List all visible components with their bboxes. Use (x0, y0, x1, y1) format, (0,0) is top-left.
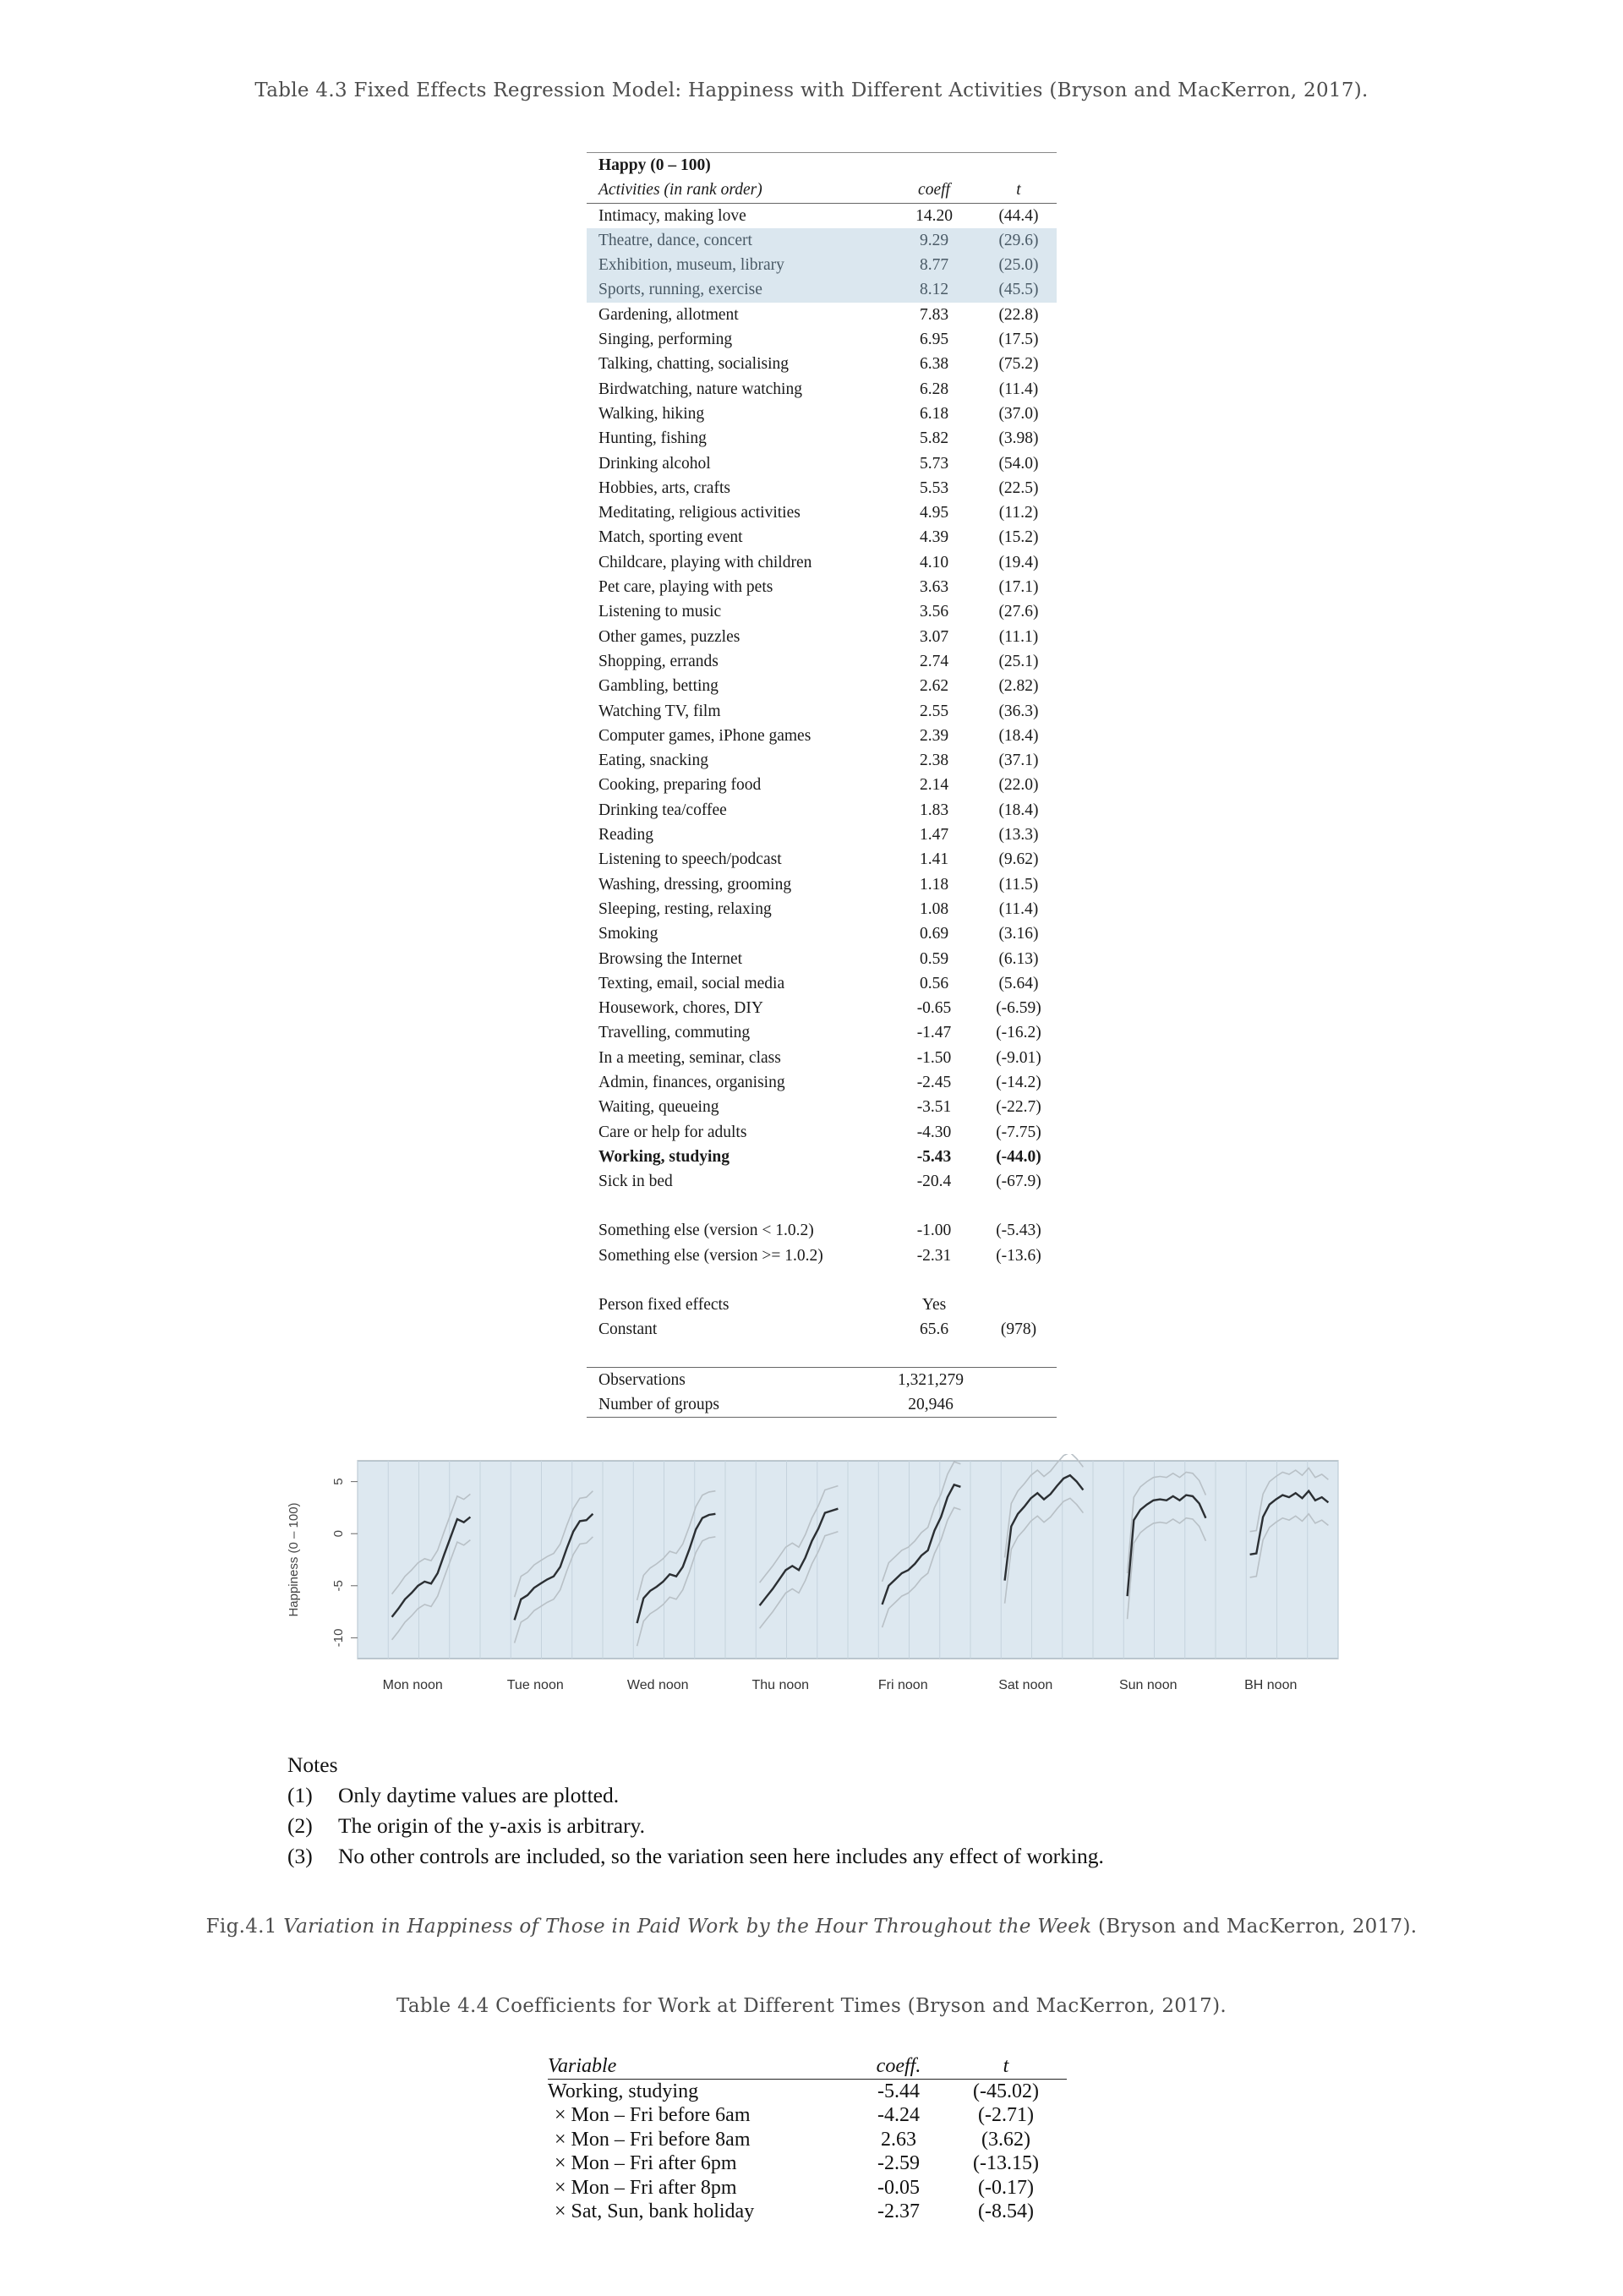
table-row (587, 798, 1057, 823)
coeff-value: 6.28 (919, 380, 949, 398)
activity-label: Drinking alcohol (598, 454, 711, 473)
activity-label: Number of groups (587, 1392, 888, 1418)
activity-label: Texting, email, social media (598, 974, 785, 992)
note-text: No other controls are included, so the variation seen here includes any effect of working. (338, 1844, 1104, 1868)
coeff-value: -0.05 (877, 2176, 920, 2199)
t-value (984, 1392, 1057, 1418)
activity-label: Washing, dressing, grooming (598, 875, 792, 894)
coeff-value: 2.74 (919, 652, 949, 670)
coeff-value: 7.83 (919, 305, 949, 324)
t-value: (22.8) (998, 305, 1039, 324)
coeff-value: 6.95 (919, 331, 949, 349)
t-value: (-2.71) (978, 2104, 1034, 2126)
observations-row (587, 1367, 1057, 1392)
t-value: (6.13) (998, 949, 1039, 968)
t-value: (11.5) (998, 875, 1039, 894)
x-tick-label: Sat noon (998, 1678, 1053, 1692)
activity-label: Something else (version >= 1.0.2) (598, 1246, 823, 1265)
table-row (587, 476, 1057, 500)
t-value: (-22.7) (996, 1098, 1041, 1117)
coeff-value: 0.69 (919, 925, 949, 943)
table-row (548, 2151, 1067, 2176)
coeff-value: 2.62 (919, 677, 949, 696)
x-tick-label: Fri noon (877, 1678, 928, 1692)
t-value: (25.0) (984, 253, 1057, 277)
t-value: (-44.0) (996, 1147, 1041, 1166)
activity-label: Travelling, commuting (598, 1024, 751, 1042)
table-row (587, 996, 1057, 1020)
t-value: (-9.01) (996, 1048, 1041, 1067)
coeff-value: -1.50 (916, 1048, 952, 1067)
activity-label: Theatre, dance, concert (587, 228, 888, 253)
figure-title: Variation in Happiness of Those in Paid Work by the Hour Throughout the Week (283, 1916, 1092, 1938)
t-value: (3.62) (981, 2128, 1030, 2151)
coeff-value: 4.10 (919, 553, 949, 571)
table-header-row (548, 2054, 1067, 2079)
table-row (587, 599, 1057, 624)
variable-label: × Mon – Fri before 6am (555, 2104, 751, 2126)
table-row (587, 1095, 1057, 1119)
table-row (587, 947, 1057, 971)
figure-prefix: Fig.4.1 (205, 1916, 284, 1938)
x-tick-label: Sun noon (1118, 1678, 1178, 1692)
table-row (587, 228, 1057, 253)
coeff-value: 1.18 (919, 875, 949, 894)
coeff-value: -1.47 (916, 1024, 952, 1042)
variable-label: × Sat, Sun, bank holiday (555, 2200, 755, 2222)
table-row (587, 971, 1057, 996)
note-number: (3) (287, 1844, 313, 1868)
activity-label: Talking, chatting, socialising (598, 355, 790, 374)
t-value: (-7.75) (996, 1123, 1041, 1141)
t-value: (75.2) (998, 355, 1039, 374)
header-t: t (945, 2054, 1067, 2079)
coeff-value: 5.53 (919, 478, 949, 497)
table-row (587, 897, 1057, 921)
coeff-value: 0.59 (919, 949, 949, 968)
coeff-value: -2.37 (877, 2200, 920, 2222)
table-row (587, 823, 1057, 847)
table-4-4 (548, 2054, 1067, 2224)
activity-label: Singing, performing (598, 331, 733, 349)
t-value: (9.62) (998, 850, 1039, 869)
fixed-effects-row (587, 1293, 1057, 1317)
y-tick-label: 5 (331, 1478, 346, 1485)
coeff-value: 14.20 (915, 206, 953, 225)
coeff-value: 1.08 (919, 899, 949, 918)
activity-label: Sports, running, exercise (587, 277, 888, 302)
coeff-value: 1.47 (919, 826, 949, 845)
table-title: Happy (0 – 100) (587, 153, 888, 178)
header-coeff: coeff. (852, 2054, 945, 2079)
t-value: (-13.15) (973, 2152, 1039, 2174)
coeff-value: 2.14 (919, 776, 949, 795)
table-row (587, 525, 1057, 549)
coeff-value: 8.77 (888, 253, 984, 277)
table-row (587, 327, 1057, 352)
table-row (587, 872, 1057, 897)
table-row (587, 253, 1057, 277)
table-subhead-row (587, 178, 1057, 203)
t-value: (-0.17) (978, 2176, 1034, 2199)
activity-label: Watching TV, film (598, 702, 721, 720)
activity-label: Observations (587, 1367, 888, 1392)
coeff-value: 2.63 (881, 2128, 916, 2151)
activity-label: Computer games, iPhone games (598, 726, 812, 745)
coeff-value: -4.24 (877, 2104, 920, 2126)
table-row (587, 451, 1057, 476)
groups-row (587, 1392, 1057, 1418)
t-value: (-6.59) (996, 999, 1041, 1018)
activity-label: Meditating, religious activities (598, 504, 801, 522)
variable-label: × Mon – Fri after 6pm (555, 2152, 737, 2174)
table-row (587, 277, 1057, 302)
t-value: (-5.43) (996, 1222, 1041, 1240)
t-value: (2.82) (998, 677, 1039, 696)
table-row (587, 303, 1057, 327)
activity-label: Walking, hiking (598, 404, 705, 423)
coeff-value: 65.6 (919, 1320, 949, 1339)
t-value: (22.5) (998, 478, 1039, 497)
table-row (587, 748, 1057, 773)
t-value: (13.3) (998, 826, 1039, 845)
coeff-value: 9.29 (888, 228, 984, 253)
activity-label: Constant (598, 1320, 658, 1339)
activity-label: Something else (version < 1.0.2) (598, 1222, 814, 1240)
activity-label: Waiting, queueing (598, 1098, 719, 1117)
activity-label: Birdwatching, nature watching (598, 380, 802, 398)
y-axis-label: Happiness (0 – 100) (287, 1502, 301, 1617)
table-row (548, 2103, 1067, 2128)
activity-label: Match, sporting event (598, 528, 743, 547)
activity-label: Reading (598, 826, 653, 845)
table-row (587, 203, 1057, 228)
note-text: The origin of the y-axis is arbitrary. (338, 1813, 646, 1838)
table-row (548, 2128, 1067, 2152)
table-row (587, 674, 1057, 698)
coeff-value: 2.39 (919, 726, 949, 745)
coeff-value: 6.38 (919, 355, 949, 374)
activity-label: Listening to music (598, 603, 722, 621)
y-tick-label: 0 (331, 1530, 346, 1538)
activity-label: Gardening, allotment (598, 305, 739, 324)
t-value: (44.4) (998, 206, 1039, 225)
activity-label: Exhibition, museum, library (587, 253, 888, 277)
table-row (587, 1145, 1057, 1169)
table-row (587, 550, 1057, 575)
t-value: (18.4) (998, 801, 1039, 819)
t-value: (27.6) (998, 603, 1039, 621)
table-row (587, 1218, 1057, 1243)
t-value (984, 1367, 1057, 1392)
table-title-row (587, 153, 1057, 178)
table-row (548, 2176, 1067, 2200)
y-tick-label: -5 (331, 1580, 346, 1592)
x-tick-label: Wed noon (626, 1678, 689, 1692)
activity-label: Sick in bed (598, 1173, 673, 1191)
notes-title: Notes (287, 1752, 338, 1777)
coeff-value: -3.51 (916, 1098, 952, 1117)
figure-4-1-caption (0, 1916, 1623, 1938)
note-item (287, 1811, 1104, 1841)
subhead-t: t (984, 178, 1057, 203)
coeff-value: Yes (921, 1296, 947, 1315)
coeff-value: -2.59 (877, 2152, 920, 2174)
coeff-value: -5.44 (877, 2080, 920, 2102)
constant-row (587, 1317, 1057, 1342)
coeff-value: -0.65 (916, 999, 952, 1018)
t-value: (54.0) (998, 454, 1039, 473)
activity-label: Gambling, betting (598, 677, 719, 696)
coeff-value: 5.73 (919, 454, 949, 473)
activity-label: Housework, chores, DIY (598, 999, 763, 1018)
t-value: (15.2) (998, 528, 1039, 547)
table-row (587, 649, 1057, 674)
t-value: (29.6) (984, 228, 1057, 253)
subhead-coeff: coeff (888, 178, 984, 203)
table-row (548, 2079, 1067, 2103)
table-4-3 (587, 152, 1057, 1418)
activity-label: Care or help for adults (598, 1123, 747, 1141)
coeff-value: -4.30 (916, 1123, 952, 1141)
t-value: (37.0) (998, 404, 1039, 423)
table-row (587, 500, 1057, 525)
activity-label: Listening to speech/podcast (598, 850, 782, 869)
note-number: (2) (287, 1813, 313, 1838)
coeff-value: 2.38 (919, 752, 949, 770)
coeff-value: 1.83 (919, 801, 949, 819)
table-row (587, 699, 1057, 724)
t-value: (3.98) (998, 429, 1039, 448)
table-4-3-caption: Table 4.3 Fixed Effects Regression Model: Happiness with Different Activities (Bryson and MacKerron, 2017). (254, 79, 1369, 101)
spacer-row (587, 1194, 1057, 1218)
t-value: (-13.6) (996, 1246, 1041, 1265)
activity-label: Intimacy, making love (598, 206, 746, 225)
variable-label: × Mon – Fri before 8am (555, 2128, 751, 2151)
table-row (587, 625, 1057, 649)
t-value: (45.5) (984, 277, 1057, 302)
t-value: (18.4) (998, 726, 1039, 745)
t-value (984, 1293, 1057, 1317)
x-tick-label: Tue noon (506, 1678, 564, 1692)
table-row (587, 1244, 1057, 1268)
t-value: (-14.2) (996, 1073, 1041, 1091)
table-row (587, 575, 1057, 599)
table-row (587, 377, 1057, 402)
table-row (587, 402, 1057, 426)
activity-label: Hobbies, arts, crafts (598, 478, 730, 497)
note-text: Only daytime values are plotted. (338, 1783, 620, 1807)
coeff-value: 3.63 (919, 578, 949, 597)
t-value: (3.16) (998, 925, 1039, 943)
t-value: (25.1) (998, 652, 1039, 670)
t-value: (5.64) (998, 974, 1039, 992)
t-value: (-16.2) (996, 1024, 1041, 1042)
activity-label: Childcare, playing with children (598, 553, 812, 571)
notes (287, 1750, 1104, 1872)
note-item (287, 1841, 1104, 1872)
t-value: (-67.9) (996, 1173, 1041, 1191)
coeff-value: 4.95 (919, 504, 949, 522)
t-value: (17.1) (998, 578, 1039, 597)
coeff-value: 1.41 (919, 850, 949, 869)
coeff-value: 4.39 (919, 528, 949, 547)
activity-label: Sleeping, resting, relaxing (598, 899, 772, 918)
subhead-label: Activities (in rank order) (587, 178, 888, 203)
t-value: (11.4) (998, 380, 1039, 398)
table-row (587, 1070, 1057, 1095)
activity-label: Other games, puzzles (598, 627, 740, 646)
coeff-value: 3.56 (919, 603, 949, 621)
t-value: (36.3) (998, 702, 1039, 720)
coeff-value: 20,946 (884, 1392, 981, 1418)
spacer-row (587, 1268, 1057, 1293)
spacer-row (587, 1342, 1057, 1368)
activity-label: Person fixed effects (598, 1296, 730, 1315)
x-tick-label: Thu noon (751, 1678, 810, 1692)
x-tick-label: BH noon (1244, 1678, 1298, 1692)
coeff-value: -20.4 (916, 1173, 952, 1191)
t-value: (-8.54) (978, 2200, 1034, 2222)
coeff-value: 1,321,279 (884, 1367, 981, 1392)
variable-label: × Mon – Fri after 8pm (555, 2176, 737, 2199)
table-row (587, 1020, 1057, 1045)
t-value: (37.1) (998, 752, 1039, 770)
activity-label: Admin, finances, organising (598, 1073, 785, 1091)
table-row (587, 847, 1057, 872)
activity-label: Cooking, preparing food (598, 776, 762, 795)
coeff-value: 5.82 (919, 429, 949, 448)
table-row (587, 921, 1057, 946)
t-value: (17.5) (998, 331, 1039, 349)
t-value: (978) (1000, 1320, 1037, 1339)
t-value: (11.1) (998, 627, 1039, 646)
x-tick-label: Mon noon (382, 1678, 443, 1692)
table-row (587, 1169, 1057, 1194)
t-value: (22.0) (998, 776, 1039, 795)
note-number: (1) (287, 1783, 313, 1807)
table-row (548, 2200, 1067, 2224)
activity-label: Eating, snacking (598, 752, 708, 770)
t-value: (19.4) (998, 553, 1039, 571)
table-row (587, 352, 1057, 376)
table-4-4-caption: Table 4.4 Coefficients for Work at Different Times (Bryson and MacKerron, 2017). (396, 1995, 1227, 2017)
y-tick-label: -10 (331, 1628, 346, 1648)
activity-label: Browsing the Internet (598, 949, 743, 968)
t-value: (11.2) (998, 504, 1039, 522)
variable-label: Working, studying (548, 2080, 699, 2102)
t-value: (11.4) (998, 899, 1039, 918)
activity-label: Pet care, playing with pets (598, 578, 773, 597)
activity-label: Hunting, fishing (598, 429, 707, 448)
activity-label: Smoking (598, 925, 658, 943)
coeff-value: 3.07 (919, 627, 949, 646)
table-row (587, 1120, 1057, 1145)
coeff-value: 2.55 (919, 702, 949, 720)
coeff-value: 8.12 (888, 277, 984, 302)
t-value: (-45.02) (973, 2080, 1039, 2102)
header-variable: Variable (548, 2054, 852, 2079)
coeff-value: 6.18 (919, 404, 949, 423)
coeff-value: -1.00 (916, 1222, 952, 1240)
coeff-value: -5.43 (916, 1147, 952, 1166)
coeff-value: -2.45 (916, 1073, 952, 1091)
note-item (287, 1780, 1104, 1811)
coeff-value: 0.56 (919, 974, 949, 992)
activity-label: Working, studying (598, 1147, 730, 1166)
coeff-value: -2.31 (916, 1246, 952, 1265)
table-row (587, 426, 1057, 451)
table-row (587, 773, 1057, 797)
table-row (587, 724, 1057, 748)
table-row (587, 1046, 1057, 1070)
activity-label: In a meeting, seminar, class (598, 1048, 781, 1067)
activity-label: Drinking tea/coffee (598, 801, 727, 819)
weekly-happiness-chart (279, 1454, 1378, 1708)
activity-label: Shopping, errands (598, 652, 719, 670)
figure-suffix: (Bryson and MacKerron, 2017). (1091, 1916, 1418, 1938)
